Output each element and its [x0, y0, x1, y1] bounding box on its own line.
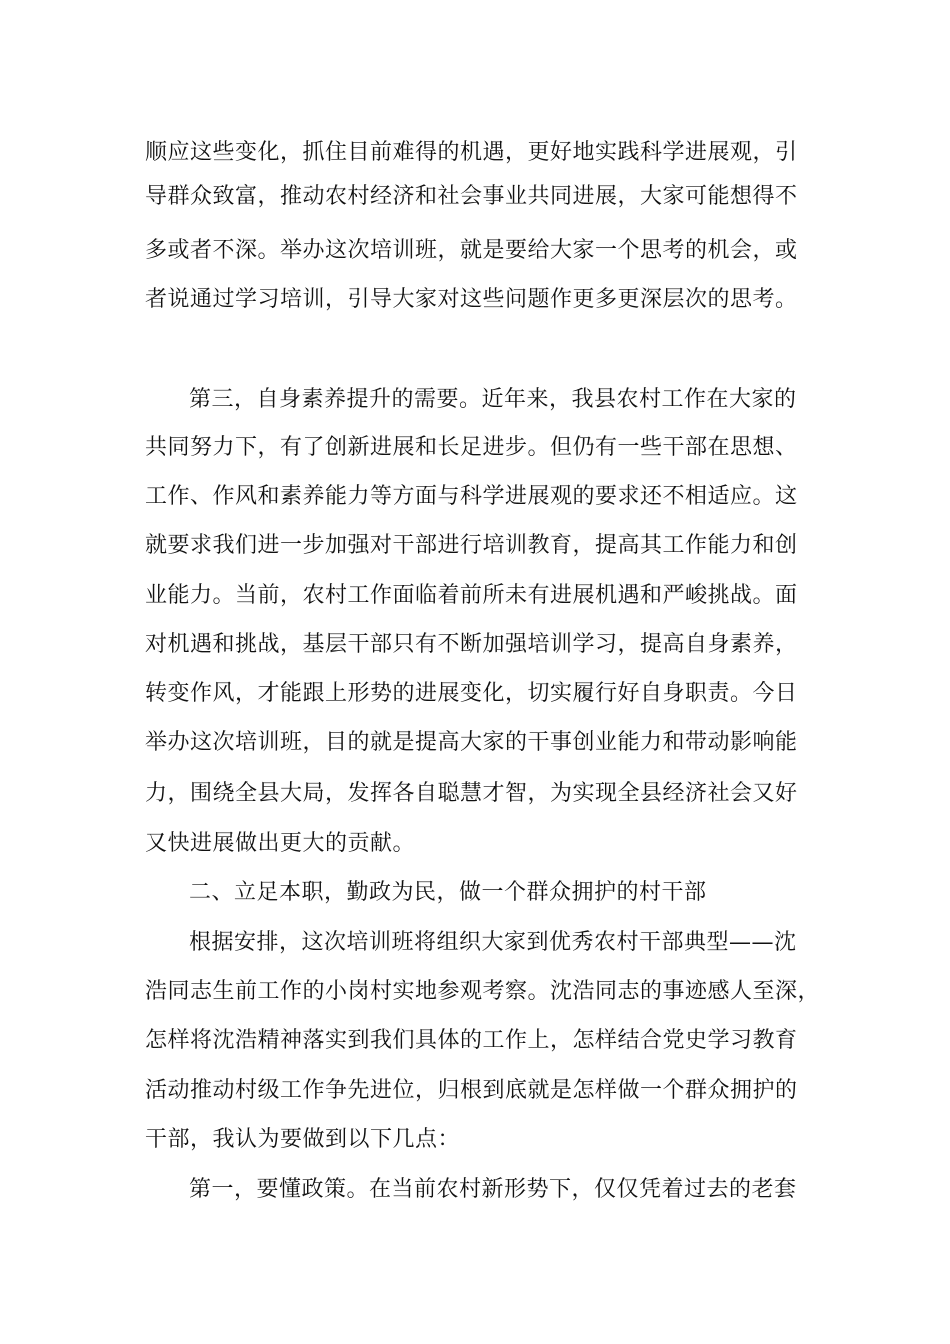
- text-line-16: 根据安排，这次培训班将组织大家到优秀农村干部典型——沈: [189, 930, 797, 955]
- text-line-19: 活动推动村级工作争先进位，归根到底就是怎样做一个群众拥护的: [145, 1078, 798, 1103]
- text-line-5: 第三，自身素养提升的需要。近年来，我县农村工作在大家的: [189, 387, 797, 412]
- text-line-13: 力，围绕全县大局，发挥各自聪慧才智，为实现全县经济社会又好: [145, 781, 798, 806]
- section-heading: 二、立足本职，勤政为民，做一个群众拥护的村干部: [189, 880, 707, 905]
- text-line-4: 者说通过学习培训，引导大家对这些问题作更多更深层次的思考。: [145, 287, 798, 312]
- text-line-21: 第一，要懂政策。在当前农村新形势下，仅仅凭着过去的老套: [189, 1177, 797, 1202]
- text-line-6: 共同努力下，有了创新进展和长足进步。但仍有一些干部在思想、: [145, 435, 798, 460]
- text-line-14: 又快进展做出更大的贡献。: [145, 831, 416, 856]
- text-line-10: 对机遇和挑战，基层干部只有不断加强培训学习，提高自身素养，: [145, 632, 798, 657]
- text-line-2: 导群众致富，推动农村经济和社会事业共同进展，大家可能想得不: [145, 184, 798, 209]
- text-line-17: 浩同志生前工作的小岗村实地参观考察。沈浩同志的事迹感人至深，: [145, 979, 821, 1004]
- text-line-18: 怎样将沈浩精神落实到我们具体的工作上，怎样结合党史学习教育: [145, 1028, 798, 1053]
- text-line-20: 干部，我认为要做到以下几点：: [145, 1127, 461, 1152]
- text-line-11: 转变作风，才能跟上形势的进展变化，切实履行好自身职责。今日: [145, 681, 798, 706]
- text-line-3: 多或者不深。举办这次培训班，就是要给大家一个思考的机会，或: [145, 238, 798, 263]
- text-line-1: 顺应这些变化，抓住目前难得的机遇，更好地实践科学进展观，引: [145, 140, 798, 165]
- text-line-7: 工作、作风和素养能力等方面与科学进展观的要求还不相适应。这: [145, 484, 798, 509]
- text-line-9: 业能力。当前，农村工作面临着前所未有进展机遇和严峻挑战。面: [145, 583, 798, 608]
- text-line-8: 就要求我们进一步加强对干部进行培训教育，提高其工作能力和创: [145, 533, 798, 558]
- text-line-12: 举办这次培训班，目的就是提高大家的干事创业能力和带动影响能: [145, 730, 798, 755]
